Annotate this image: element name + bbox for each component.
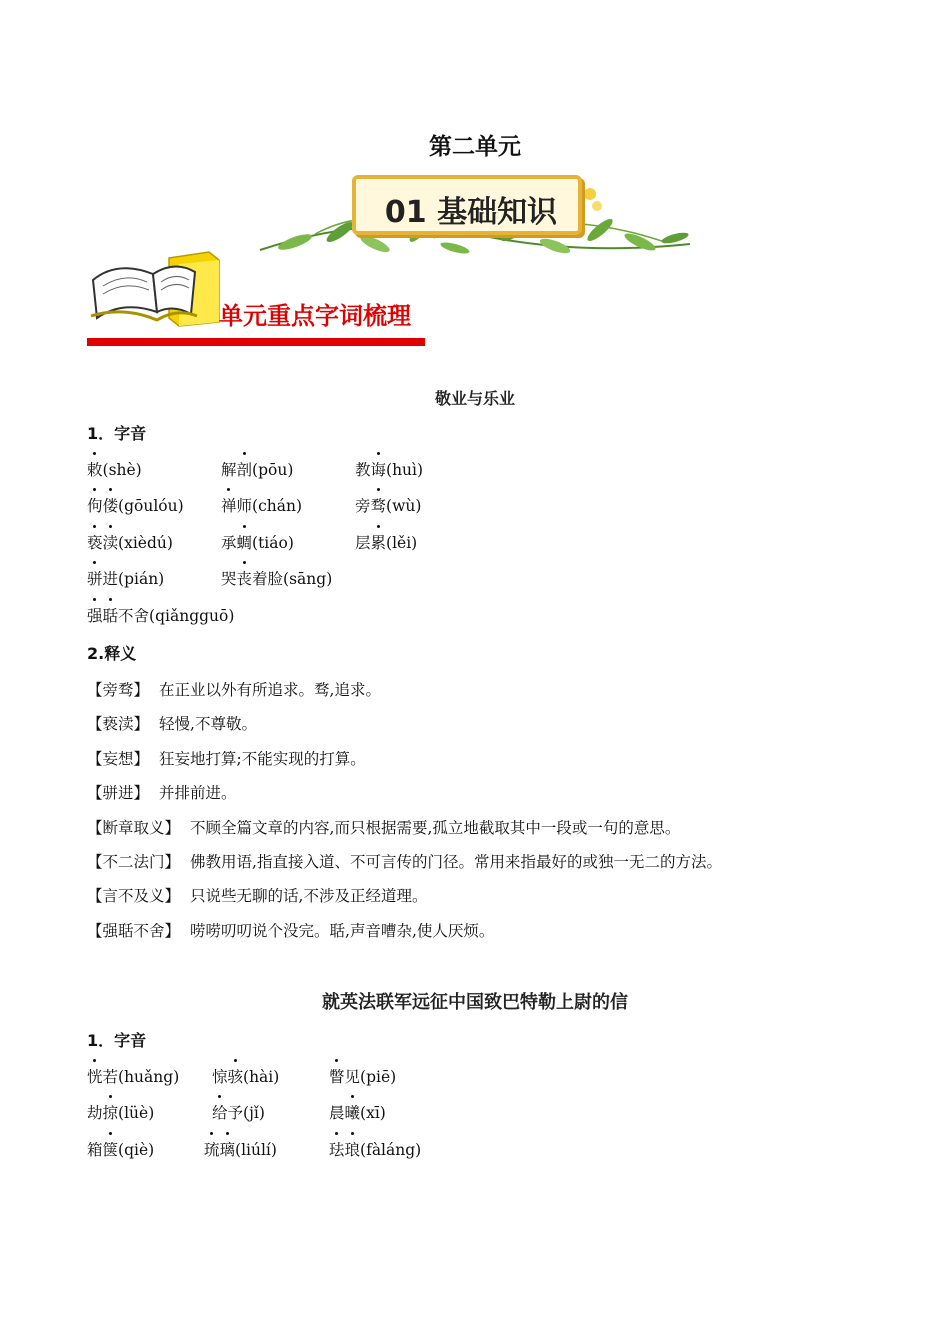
pronunciation-heading: 1．字音	[87, 424, 147, 443]
section-underline	[87, 338, 425, 346]
pron-item: 珐琅(fàláng)	[329, 1138, 421, 1160]
pron-item: 教诲(huì)	[355, 458, 423, 480]
banner-number: 01	[384, 195, 427, 230]
pron-item: 敕(shè)	[87, 458, 142, 480]
pron-item: 层累(lěi)	[355, 531, 417, 553]
pron-item: 惊骇(hài)	[212, 1065, 279, 1087]
pron-item: 旁骛(wù)	[355, 494, 421, 516]
banner-heading	[356, 187, 586, 231]
banner-title: 基础知识	[437, 195, 558, 230]
section-title: 单元重点字词梳理	[219, 302, 411, 330]
pron-item: 箱箧(qiè)	[87, 1138, 154, 1160]
pron-item: 瞥见(piē)	[329, 1065, 396, 1087]
definition-item: 【言不及义】 只说些无聊的话,不涉及正经道理。	[87, 887, 428, 905]
definition-heading: 2.释义	[87, 644, 137, 663]
definition-item: 【妄想】 狂妄地打算;不能实现的打算。	[87, 750, 366, 768]
pron-item: 骈进(pián)	[87, 567, 164, 589]
lesson-title: 就英法联军远征中国致巴特勒上尉的信	[322, 992, 628, 1013]
pron-item: 晨曦(xī)	[329, 1101, 386, 1123]
pron-item: 亵渎(xièdú)	[87, 531, 173, 553]
definition-item: 【不二法门】 佛教用语,指直接入道、不可言传的门径。常用来指最好的或独一无二的方法。	[87, 853, 722, 871]
pron-item: 哭丧着脸(sāng)	[221, 567, 332, 589]
pron-item: 承蜩(tiáo)	[221, 531, 294, 553]
unit-title: 第二单元	[429, 134, 521, 160]
lesson-title: 敬业与乐业	[434, 389, 515, 408]
definition-item: 【亵渎】 轻慢,不尊敬。	[87, 715, 257, 733]
definition-item: 【强聒不舍】 唠唠叨叨说个没完。聒,声音嘈杂,使人厌烦。	[87, 922, 495, 940]
definition-item: 【断章取义】 不顾全篇文章的内容,而只根据需要,孤立地截取其中一段或一句的意思。	[87, 819, 681, 837]
pron-item: 给予(jǐ)	[212, 1101, 265, 1123]
pron-item: 恍若(huǎng)	[87, 1065, 179, 1087]
banner-box	[352, 175, 582, 235]
pron-item: 劫掠(lüè)	[87, 1101, 154, 1123]
pron-item: 禅师(chán)	[221, 494, 302, 516]
pron-item: 佝偻(gōulóu)	[87, 494, 184, 516]
pronunciation-heading: 1．字音	[87, 1031, 147, 1050]
book-icon	[87, 250, 222, 330]
pron-item: 琉璃(liúlí)	[204, 1138, 277, 1160]
section-header	[87, 250, 437, 350]
definition-item: 【旁骛】 在正业以外有所追求。骛,追求。	[87, 681, 381, 699]
pron-item: 解剖(pōu)	[221, 458, 293, 480]
pron-item: 强聒不舍(qiǎngguō)	[87, 604, 234, 626]
definition-item: 【骈进】 并排前进。	[87, 784, 237, 802]
